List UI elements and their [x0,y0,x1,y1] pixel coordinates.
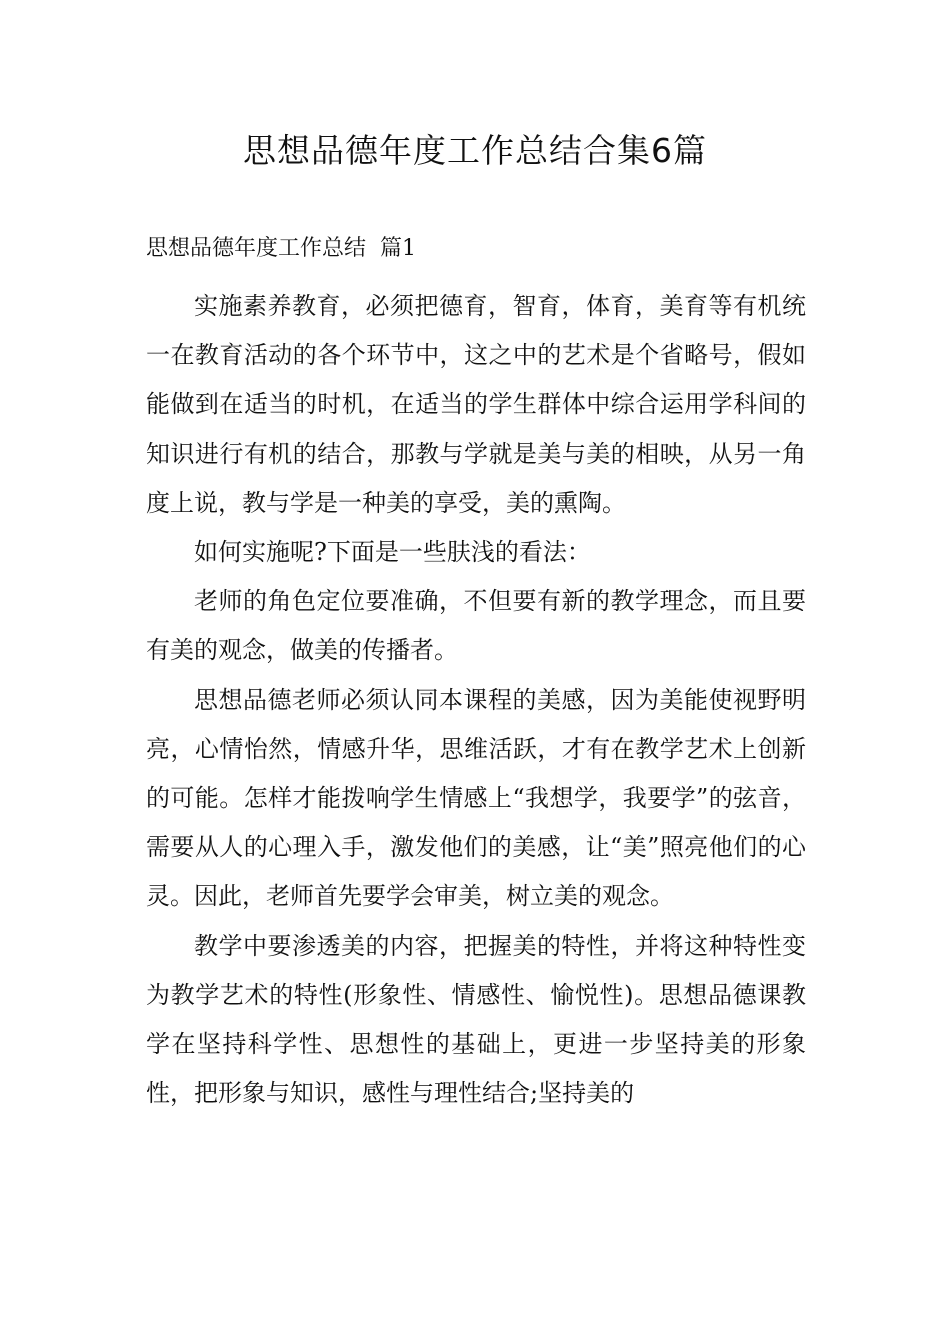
paragraph-1: 实施素养教育，必须把德育，智育，体育，美育等有机统一在教育活动的各个环节中，这之中的艺术是个省略号，假如能做到在适当的时机，在适当的学生群体中综合运用学科间的知识进行有机的结合，那教与学就是美与美的相映，从另一角度上说，教与学是一种美的享受，美的熏陶。 [146,292,806,517]
paragraph-2: 如何实施呢?下面是一些肤浅的看法： [194,538,591,567]
document-body [146,282,806,1118]
paragraph-3: 老师的角色定位要准确，不但要有新的教学理念，而且要有美的观念，做美的传播者。 [146,587,806,665]
document-title: 思想品德年度工作总结合集6篇 [243,131,707,170]
section-heading: 思想品德年度工作总结 篇1 [146,236,416,261]
paragraph-5: 教学中要渗透美的内容，把握美的特性，并将这种特性变为教学艺术的特性(形象性、情感性、愉悦性)。思想品德课教学在坚持科学性、思想性的基础上，更进一步坚持美的形象性，把形象与知识，感性与理性结合;坚持美的 [146,931,806,1108]
paragraph-4: 思想品德老师必须认同本课程的美感，因为美能使视野明亮，心情怡然，情感升华，思维活跃，才有在教学艺术上创新的可能。怎样才能拨响学生情感上“我想学，我要学”的弦音，需要从人的心理入手，激发他们的美感，让“美”照亮他们的心灵。因此，老师首先要学会审美，树立美的观念。 [146,685,806,911]
